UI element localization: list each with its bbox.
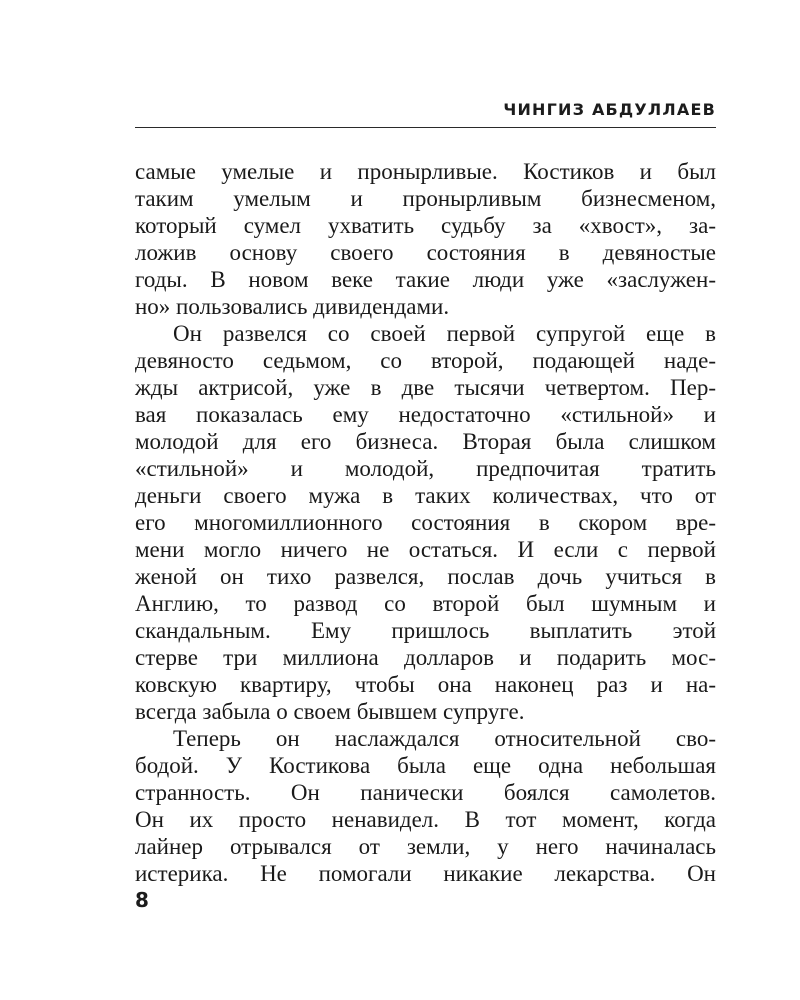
running-head-author: ЧИНГИЗ АБДУЛЛАЕВ [503,100,716,119]
text-line: странность. Он панически боялся самолетов. [135,780,716,805]
text-line: вая показалась ему недостаточно «стильной» и [135,402,716,427]
text-line: Он их просто ненавидел. В тот момент, когда [135,807,716,832]
text-line: всегда забыла о своем бывшем супруге. [135,699,525,724]
text-line: Англию, то развод со второй был шумным и [135,591,716,616]
header-rule [135,127,716,128]
text-line: который сумел ухватить судьбу за «хвост», за- [135,213,716,238]
text-line: Он развелся со своей первой супругой еще в [173,321,716,346]
text-line: мени могло ничего не остаться. И если с первой [135,537,716,562]
text-line: скандальным. Ему пришлось выплатить этой [135,618,716,643]
text-line: жды актрисой, уже в две тысячи четвертом. Пер- [135,375,716,400]
text-line: ложив основу своего состояния в девяностые [135,240,716,265]
text-line: «стильной» и молодой, предпочитая тратить [135,456,716,481]
text-line: Теперь он наслаждался относительной сво- [173,726,716,751]
text-line: но» пользовались дивидендами. [135,294,450,319]
text-line: истерика. Не помогали никакие лекарства. Он [135,861,716,886]
page-number: 8 [135,888,149,912]
text-line: лайнер отрывался от земли, у него начиналась [135,834,716,859]
text-line: девяносто седьмом, со второй, подающей наде- [135,348,716,373]
text-line: годы. В новом веке такие люди уже «заслужен- [135,267,716,292]
text-line: бодой. У Костикова была еще одна небольшая [135,753,716,778]
text-line: таким умелым и пронырливым бизнесменом, [135,186,716,211]
text-line: деньги своего мужа в таких количествах, что от [135,483,716,508]
body-text [135,158,716,887]
text-line: женой он тихо развелся, послав дочь учиться в [135,564,716,589]
text-line: самые умелые и пронырливые. Костиков и был [135,159,716,184]
text-line: его многомиллионного состояния в скором вре- [135,510,716,535]
text-line: ковскую квартиру, чтобы она наконец раз и на- [135,672,716,697]
text-line: молодой для его бизнеса. Вторая была слишком [135,429,716,454]
text-line: стерве три миллиона долларов и подарить мос- [135,645,716,670]
